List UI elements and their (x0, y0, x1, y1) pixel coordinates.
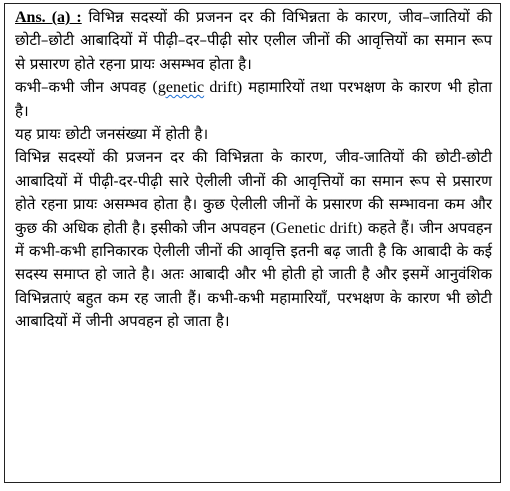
answer-text-2-start: कभी–कभी जीन अपवह ( (15, 78, 158, 97)
answer-box (4, 3, 501, 483)
answer-text-2-end: महामारियों तथा परभक्षण के कारण भी होता है। (15, 78, 493, 120)
answer-text-4-start: विभिन्न सदस्यों की प्रजनन दर की विभिन्नता के कारण, जीव-जातियों की छोटी-छोटी आबादियों में पीढ़ी-दर-पीढ़ी सारे ऐलीली जीनों की आवृत्तियों का समान रूप से प्रसारण होते रहना प्रायः असम्भव होता है। कुछ ऐलीली जीनों के प्रसारण की सम्भावना कम और कुछ की अधिक होती है। इसीको जीन अपवहन ( (15, 148, 492, 237)
answer-paragraph-3 (15, 123, 492, 146)
answer-paragraph-4 (15, 146, 492, 333)
answer-paragraph-1 (15, 6, 492, 76)
genetic-drift-term: Genetic drift (275, 219, 358, 237)
answer-label: Ans. (a) : (15, 9, 82, 26)
answer-text-1: विभिन्न सदस्यों की प्रजनन दर की विभिन्नता के कारण, जीव–जातियों की छोटी–छोटी आबादियों में पीढ़ी–दर–पीढ़ी सोर एलील जीनों की आवृत्तियों का समान रूप से प्रसारण होते रहना प्रायः असम्भव होता है। (15, 8, 492, 73)
answer-paragraph-2 (15, 76, 492, 123)
drift-word: drift) (204, 79, 243, 97)
genetic-word: genetic (157, 79, 205, 97)
answer-text-3: यह प्रायः छोटी जनसंख्या में होती है। (15, 125, 209, 144)
answer-text-4-end: ) कहते हैं। जीन अपवहन में कभी-कभी हानिकारक ऐलीली जीनों की आवृत्ति इतनी बढ़ जाती है कि आबादी के कई सदस्य समाप्त हो जाते है। अतः आबादी और भी होती हो जाती है और इसमें आनुवंशिक विभिन्नताएं बहुत कम रह जाती हैं। कभी-कभी महामारियाँ, परभक्षण के कारण भी छोटी आबादियों में जीनी अपवहन हो जाता है। (15, 218, 493, 331)
